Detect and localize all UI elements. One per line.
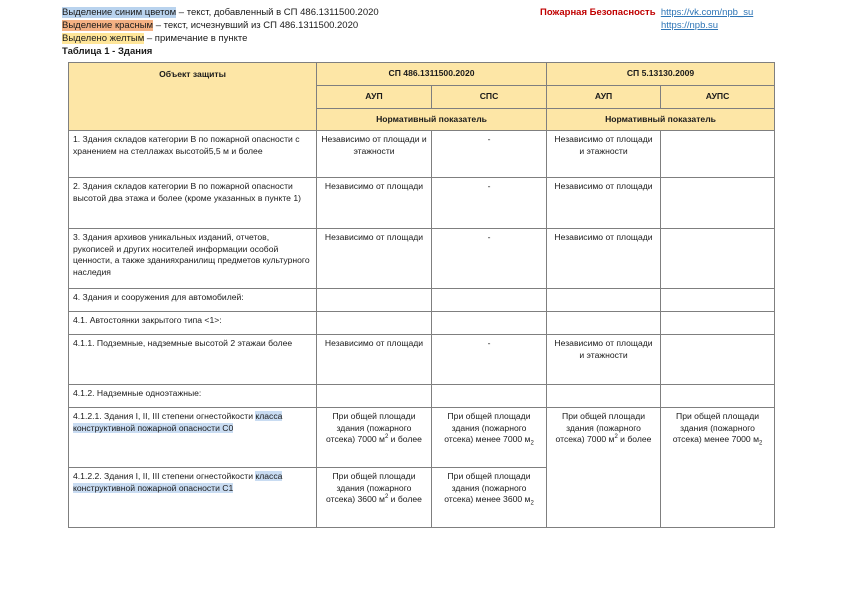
legend-red-text: – текст, исчезнувший из СП 486.1311500.2020 [153, 20, 359, 31]
brand-title: Пожарная Безопасность [540, 7, 656, 18]
cell-aup-5: Независимо от площади и этажности [547, 131, 661, 178]
table-row [69, 385, 775, 408]
cell-sps: При общей площади здания (пожарного отсека) менее 3600 $м_2$ [432, 468, 547, 528]
cell-aup-486: Независимо от площади [317, 335, 432, 385]
table-row [69, 289, 775, 312]
cell-sps [432, 312, 547, 335]
cell-aups [661, 335, 775, 385]
cell-sps: - [432, 178, 547, 229]
legend-red-label: Выделение красным [62, 20, 154, 31]
header-aups: АУПС [661, 86, 775, 109]
cell-aup-5 [547, 385, 661, 408]
cell-aup-5: При общей площади здания (пожарного отсека) 7000 $м^2$ и более [547, 408, 661, 528]
cell-sps: - [432, 229, 547, 289]
legend [62, 6, 379, 45]
row-object: 2. Здания складов категории В по пожарной опасности высотой два этажа и более (кроме указанных в пункте 1) [69, 178, 317, 229]
buildings-table [68, 62, 775, 528]
row-object: 4.1.2. Надземные одноэтажные: [69, 385, 317, 408]
cell-aup-5: Независимо от площади [547, 178, 661, 229]
row-object: 4. Здания и сооружения для автомобилей: [69, 289, 317, 312]
header-aup-486: АУП [317, 86, 432, 109]
row-object-text: 4.1.2.1. Здания I, II, III степени огнестойкости [73, 411, 256, 421]
cell-aup-486: При общей площади здания (пожарного отсека) 7000 $м^2$ и более [317, 408, 432, 468]
header-sps: СПС [432, 86, 547, 109]
cell-aup-486 [317, 385, 432, 408]
cell-aup-486 [317, 289, 432, 312]
header-sp5: СП 5.13130.2009 [547, 63, 775, 86]
row-object: 4.1. Автостоянки закрытого типа <1>: [69, 312, 317, 335]
table-row [69, 312, 775, 335]
cell-aup-486: Независимо от площади [317, 229, 432, 289]
legend-yellow-text: – примечание в пункте [144, 33, 248, 44]
table-row [69, 335, 775, 385]
row-object: 1. Здания складов категории В по пожарной опасности с хранением на стеллажах высотой5,5 м и более [69, 131, 317, 178]
cell-aups [661, 131, 775, 178]
header-aup-5: АУП [547, 86, 661, 109]
header-norm-486: Нормативный показатель [317, 109, 547, 131]
legend-blue-text: – текст, добавленный в СП 486.1311500.2020 [176, 7, 379, 18]
cell-aup-486 [317, 312, 432, 335]
cell-sps [432, 289, 547, 312]
table-row [69, 131, 775, 178]
cell-aup-5: Независимо от площади [547, 229, 661, 289]
cell-sps: При общей площади здания (пожарного отсека) менее 7000 $м_2$ [432, 408, 547, 468]
brand-block [540, 6, 753, 32]
cell-aup-486: Независимо от площади [317, 178, 432, 229]
cell-aups [661, 385, 775, 408]
table-caption: Таблица 1 - Здания [62, 46, 153, 57]
cell-aups [661, 178, 775, 229]
table-row [69, 229, 775, 289]
row-object: 4.1.1. Подземные, надземные высотой 2 этажаи более [69, 335, 317, 385]
legend-blue [62, 6, 379, 19]
row-object [69, 408, 317, 468]
cell-sps [432, 385, 547, 408]
cell-aups [661, 229, 775, 289]
cell-aup-486: При общей площади здания (пожарного отсека) 3600 $м^2$ и более [317, 468, 432, 528]
npb-link[interactable]: https://npb.su [661, 20, 719, 31]
row-object-highlight: класса конструктивной пожарной опасности С1 [73, 471, 283, 493]
table-row [69, 178, 775, 229]
cell-sps: - [432, 335, 547, 385]
vk-link[interactable]: https://vk.com/npb_su [660, 7, 754, 18]
cell-aups [661, 289, 775, 312]
row-object [69, 468, 317, 528]
cell-aup-5: Независимо от площади и этажности [547, 335, 661, 385]
cell-aup-5 [547, 289, 661, 312]
row-object-text: 4.1.2.2. Здания I, II, III степени огнестойкости [73, 471, 256, 481]
row-object-highlight: класса конструктивной пожарной опасности С0 [73, 411, 283, 433]
legend-blue-label: Выделение синим цветом [62, 7, 177, 18]
table-row [69, 408, 775, 468]
cell-aup-486: Независимо от площади и этажности [317, 131, 432, 178]
legend-red [62, 19, 379, 32]
cell-sps: - [432, 131, 547, 178]
header-norm-5: Нормативный показатель [547, 109, 775, 131]
legend-yellow-label: Выделено желтым [62, 33, 145, 44]
row-object: 3. Здания архивов уникальных изданий, отчетов, рукописей и других носителей информации особой ценности, а также зданияхранилищ предметов культурного наследия [69, 229, 317, 289]
header-object: Объект защиты [69, 63, 317, 131]
cell-aup-5 [547, 312, 661, 335]
header-sp486: СП 486.1311500.2020 [317, 63, 547, 86]
legend-yellow [62, 32, 379, 45]
cell-aups [661, 312, 775, 335]
cell-aups: При общей площади здания (пожарного отсека) менее 7000 $м_2$ [661, 408, 775, 528]
